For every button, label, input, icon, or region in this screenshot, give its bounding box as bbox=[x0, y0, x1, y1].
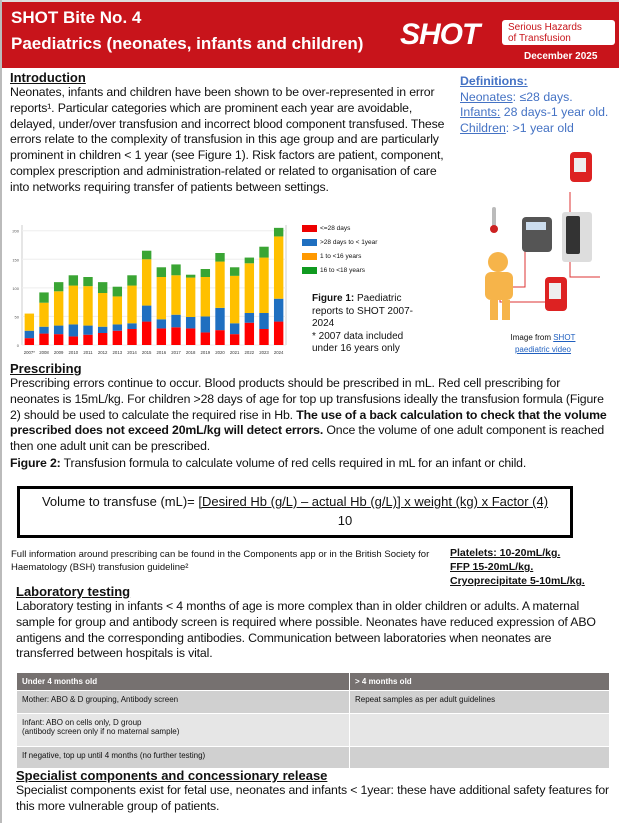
bar-segment bbox=[54, 326, 63, 335]
formula-numerator: [Desired Hb (g/L) – actual Hb (g/L)] x weight (kg) x Factor (4) bbox=[198, 494, 549, 509]
table-cell: If negative, top up until 4 months (no further testing) bbox=[17, 747, 350, 769]
issue-date: December 2025 bbox=[524, 51, 598, 62]
lab-heading: Laboratory testing bbox=[16, 584, 131, 599]
bar-segment bbox=[230, 323, 239, 334]
figure2-text: Transfusion formula to calculate volume of red cells required in mL for an infant or child. bbox=[60, 455, 527, 470]
definitions-heading: Definitions: bbox=[460, 74, 528, 88]
bar-segment bbox=[39, 334, 48, 345]
bar-segment bbox=[157, 319, 166, 328]
bar-segment bbox=[25, 338, 34, 345]
table-cell: Repeat samples as per adult guidelines bbox=[350, 691, 610, 714]
bar-segment bbox=[274, 236, 283, 298]
bar-segment bbox=[98, 293, 107, 327]
bar-segment bbox=[245, 258, 254, 264]
bar-segment bbox=[142, 251, 151, 260]
bar-segment bbox=[274, 228, 283, 237]
x-tick-label: 2022 bbox=[244, 350, 255, 355]
intro-heading: Introduction bbox=[10, 70, 86, 85]
transfusion-illustration bbox=[470, 152, 600, 322]
x-tick-label: 2019 bbox=[200, 350, 211, 355]
lab-testing-table bbox=[16, 672, 610, 769]
bar-segment bbox=[245, 323, 254, 345]
bar-segment bbox=[171, 315, 180, 328]
specialist-heading: Specialist components and concessionary release bbox=[16, 768, 328, 783]
table-row bbox=[17, 691, 610, 714]
x-tick-label: 2014 bbox=[127, 350, 137, 355]
bar-segment bbox=[186, 328, 195, 345]
transfusion-formula bbox=[17, 486, 573, 538]
bar-segment bbox=[259, 258, 268, 313]
bar-segment bbox=[142, 322, 151, 345]
bar-segment bbox=[25, 331, 34, 338]
prescribing-info: Full information around prescribing can be found in the Components app or in the British Society for Haematology (BSH) transfusion guideline² bbox=[11, 549, 430, 573]
bar-segment bbox=[98, 327, 107, 333]
bite-subtitle: Paediatrics (neonates, infants and children) bbox=[11, 34, 364, 53]
table-cell: Infant: ABO on cells only, D group (antibody screen only if no maternal sample) bbox=[17, 714, 350, 747]
bar-segment bbox=[69, 275, 78, 285]
bar-segment bbox=[25, 314, 34, 331]
formula-line bbox=[20, 494, 570, 509]
specialist-text: Specialist components exist for fetal use, neonates and infants < 1year: these have additional safety features for this more vulnerable group of patients. bbox=[16, 783, 609, 813]
bar-segment bbox=[113, 324, 122, 330]
def-value: : ≤28 days. bbox=[512, 89, 573, 104]
legend-item bbox=[302, 264, 377, 278]
table-cell: Mother: ABO & D grouping, Antibody screen bbox=[17, 691, 350, 714]
bar-segment bbox=[39, 292, 48, 302]
legend-label: <=28 days bbox=[320, 225, 351, 232]
bar-segment bbox=[274, 322, 283, 345]
x-tick-label: 2007* bbox=[23, 350, 35, 355]
y-tick-label: 150 bbox=[12, 257, 19, 263]
x-tick-label: 2018 bbox=[185, 350, 196, 355]
bar-segment bbox=[230, 334, 239, 345]
figure2-label: Figure 2: bbox=[10, 455, 61, 470]
def-infants bbox=[460, 105, 608, 121]
bar-segment bbox=[186, 317, 195, 328]
bar-segment bbox=[157, 328, 166, 345]
bar-segment bbox=[54, 291, 63, 325]
table-header: Under 4 months old bbox=[17, 673, 350, 691]
def-term: Infants: bbox=[460, 105, 501, 119]
table-row bbox=[17, 747, 610, 769]
ffp-dose: FFP 15-20mL/kg. bbox=[450, 561, 534, 573]
prescribing-text-1: Prescribing errors continue to occur. Blood products should be prescribed in mL. Red cell prescribing for neonates is 15mL/kg. For children >28 days of age for top up transfusions ideally the transfusion formula (Figure 2) should be used to calculate the required rise in Hb. bbox=[10, 376, 604, 422]
component-doses bbox=[450, 546, 585, 588]
bar-segment bbox=[259, 247, 268, 258]
x-tick-label: 2015 bbox=[141, 350, 152, 355]
table-row bbox=[17, 714, 610, 747]
formula-lhs: Volume to transfuse (mL)= bbox=[41, 494, 199, 509]
figure1-caption bbox=[312, 293, 422, 356]
y-tick-label: 0 bbox=[16, 343, 19, 348]
platelets-dose: Platelets: 10-20mL/kg. bbox=[450, 547, 561, 559]
bar-segment bbox=[113, 296, 122, 324]
def-neonates bbox=[460, 90, 608, 106]
paediatric-reports-chart bbox=[6, 220, 296, 360]
bar-segment bbox=[98, 333, 107, 345]
bar-segment bbox=[127, 286, 136, 324]
x-tick-label: 2008 bbox=[39, 350, 49, 355]
bar-segment bbox=[186, 275, 195, 278]
x-tick-label: 2024 bbox=[273, 350, 284, 355]
bar-segment bbox=[201, 277, 210, 316]
header-banner bbox=[2, 0, 619, 68]
bar-segment bbox=[215, 330, 224, 345]
bar-segment bbox=[215, 262, 224, 308]
x-tick-label: 2023 bbox=[259, 350, 269, 355]
formula-denominator: 10 bbox=[337, 513, 353, 528]
bar-segment bbox=[157, 267, 166, 277]
table-header-row bbox=[17, 673, 610, 691]
bar-segment bbox=[39, 327, 48, 334]
bar-segment bbox=[98, 282, 107, 293]
legend-label: 16 to <18 years bbox=[320, 267, 365, 274]
intro-section bbox=[10, 70, 448, 196]
figure2-caption bbox=[10, 456, 610, 472]
legend-item bbox=[302, 250, 377, 264]
x-tick-label: 2010 bbox=[68, 350, 79, 355]
tagline-2: of Transfusion bbox=[508, 33, 571, 44]
figure1-note: * 2007 data included under 16 years only bbox=[312, 330, 404, 354]
bar-segment bbox=[142, 306, 151, 322]
bar-segment bbox=[259, 329, 268, 345]
bar-segment bbox=[215, 308, 224, 330]
bar-segment bbox=[171, 327, 180, 345]
def-term: Neonates bbox=[460, 89, 513, 104]
legend-swatch bbox=[302, 239, 317, 246]
y-tick-label: 200 bbox=[12, 228, 19, 234]
x-tick-label: 2009 bbox=[53, 350, 64, 355]
x-tick-label: 2020 bbox=[215, 350, 225, 355]
bar-segment bbox=[69, 336, 78, 345]
bar-segment bbox=[201, 269, 210, 277]
x-tick-label: 2016 bbox=[156, 350, 167, 355]
bar-segment bbox=[69, 324, 78, 336]
y-tick-label: 100 bbox=[12, 285, 19, 291]
bar-segment bbox=[245, 313, 254, 323]
specialist-section bbox=[16, 768, 612, 815]
bar-segment bbox=[83, 335, 92, 345]
prescribing-text bbox=[10, 376, 610, 455]
image-caption bbox=[498, 332, 588, 356]
bar-segment bbox=[83, 286, 92, 325]
bar-segment bbox=[69, 286, 78, 325]
x-tick-label: 2017 bbox=[171, 350, 181, 355]
bar-segment bbox=[274, 299, 283, 322]
caption-prefix: Image from bbox=[510, 333, 554, 342]
bar-segment bbox=[215, 253, 224, 262]
table-cell bbox=[350, 747, 610, 769]
bite-title: SHOT Bite No. 4 bbox=[11, 8, 142, 27]
bar-segment bbox=[171, 275, 180, 314]
intro-text: Neonates, infants and children have been shown to be over-represented in error reports¹. Particular categories which are prominent each year are avoidable, delayed, under/over transfusion and incorrect blood component transfused. These errors relate to the complexity of transfusion in this age group and are particularly prominent in children < 1 year (see Figure 1). Risk factors are patient, component, complex prescription and administration-related or related to organisation of care into networks requiring transfer of patients between settings. bbox=[10, 85, 445, 194]
def-value: : >1 year old bbox=[505, 120, 574, 135]
bar-segment bbox=[171, 264, 180, 275]
lab-section bbox=[16, 584, 612, 662]
table-cell bbox=[350, 714, 610, 747]
legend-label: 1 to <16 years bbox=[320, 253, 362, 260]
bar-segment bbox=[142, 259, 151, 305]
bar-segment bbox=[83, 326, 92, 335]
bar-segment bbox=[127, 275, 136, 285]
bar-segment bbox=[186, 278, 195, 317]
bar-segment bbox=[39, 303, 48, 327]
bar-segment bbox=[113, 287, 122, 297]
def-term: Children bbox=[460, 120, 506, 135]
def-value: 28 days-1 year old. bbox=[500, 105, 609, 119]
legend-item bbox=[302, 222, 377, 236]
def-children bbox=[460, 121, 608, 137]
x-tick-label: 2021 bbox=[229, 350, 240, 355]
bar-segment bbox=[157, 277, 166, 319]
bar-segment bbox=[127, 329, 136, 345]
tagline-1: Serious Hazards bbox=[508, 22, 582, 33]
bar-segment bbox=[83, 277, 92, 286]
legend-swatch bbox=[302, 225, 317, 232]
x-tick-label: 2012 bbox=[97, 350, 108, 355]
logo-tagline bbox=[502, 20, 615, 45]
lab-text: Laboratory testing in infants < 4 months of age is more complex than in older children or adults. A maternal sample for group and antibody screen is required where possible. Neonates have reduced expression of ABO antigens and the corresponding antibodies. Communication between laboratories when neonates are transferred between hospitals is vital. bbox=[16, 599, 596, 661]
prescribing-text-2: Once the volume of one adult component is reached then one adult unit can be prescribed. bbox=[10, 423, 605, 454]
bar-segment bbox=[201, 316, 210, 332]
prescribing-section bbox=[10, 361, 610, 472]
legend-label: >28 days to < 1year bbox=[320, 239, 378, 246]
legend-swatch bbox=[302, 267, 317, 274]
shot-video-link[interactable]: SHOT paediatric video bbox=[514, 333, 576, 354]
figure1-text: Paediatric reports to SHOT 2007-2024 bbox=[312, 293, 413, 329]
figure1-label: Figure 1: bbox=[312, 293, 355, 304]
bar-segment bbox=[113, 331, 122, 345]
x-tick-label: 2013 bbox=[112, 350, 123, 355]
bar-segment bbox=[245, 263, 254, 313]
cryo-dose: Cryoprecipitate 5-10mL/kg. bbox=[450, 575, 585, 587]
bar-segment bbox=[230, 267, 239, 276]
legend-swatch bbox=[302, 253, 317, 260]
table-header: > 4 months old bbox=[350, 673, 610, 691]
prescribing-bold: The use of a back calculation to check that the volume prescribed does not exceed 20mL/kg will detect errors. bbox=[10, 407, 607, 438]
bar-segment bbox=[259, 313, 268, 329]
chart-legend bbox=[302, 222, 377, 278]
bar-segment bbox=[54, 282, 63, 291]
y-tick-label: 50 bbox=[14, 314, 19, 320]
definitions bbox=[460, 74, 608, 136]
bar-segment bbox=[230, 276, 239, 323]
x-tick-label: 2011 bbox=[83, 350, 93, 355]
legend-item bbox=[302, 236, 377, 250]
bar-segment bbox=[201, 332, 210, 345]
prescribing-heading: Prescribing bbox=[10, 361, 82, 376]
shot-logo: SHOT bbox=[400, 18, 480, 51]
bar-segment bbox=[54, 334, 63, 345]
bar-segment bbox=[127, 323, 136, 329]
